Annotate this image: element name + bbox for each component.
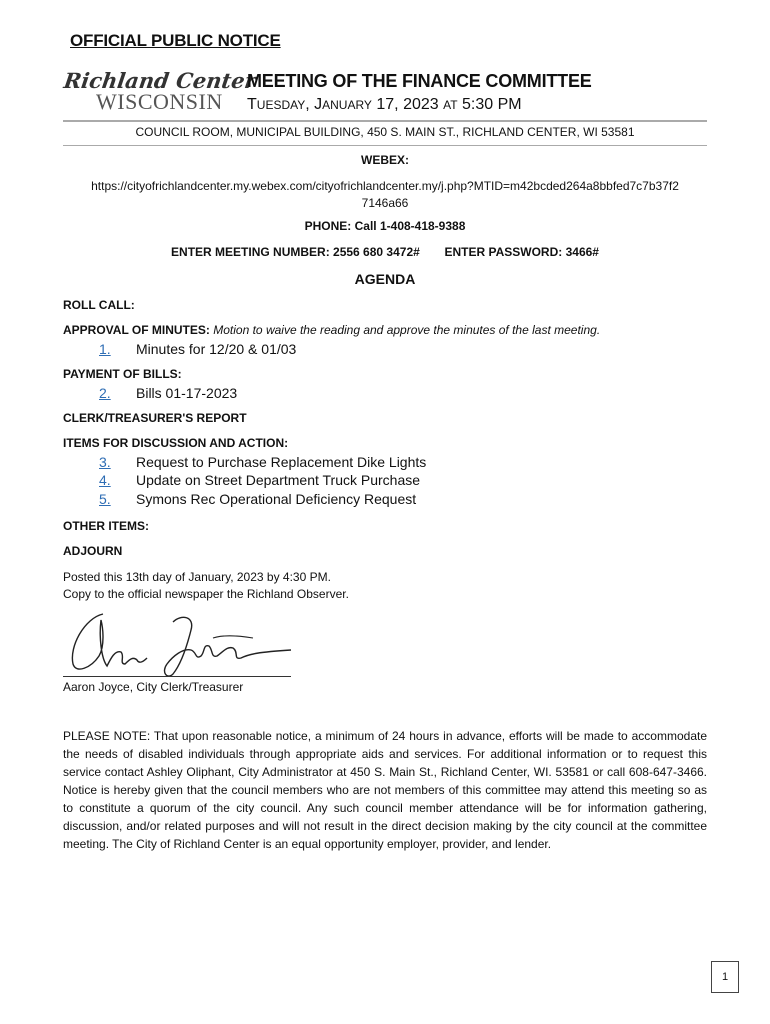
discussion-action-heading: ITEMS FOR DISCUSSION AND ACTION:	[63, 436, 289, 450]
agenda-item-5-link[interactable]: 5.	[99, 491, 111, 507]
logo-script-text: Richland Center	[62, 68, 258, 93]
divider-bottom	[63, 145, 707, 146]
agenda-item-4-text: Update on Street Department Truck Purchase	[136, 472, 421, 488]
meeting-credentials	[63, 245, 707, 259]
agenda-item-3-link[interactable]: 3.	[99, 454, 111, 470]
approval-motion: Motion to waive the reading and approve the minutes of the last meeting.	[213, 323, 601, 337]
posted-date: Posted this 13th day of January, 2023 by 4:30 PM.	[63, 570, 331, 584]
agenda-item-1-text: Minutes for 12/20 & 01/03	[136, 341, 297, 357]
accessibility-notice: PLEASE NOTE: That upon reasonable notice, a minimum of 24 hours in advance, efforts will be made to accommodate the needs of disabled individuals through appropriate aids and services. For additional information or to request this service contact Ashley Oliphant, City Administrator at 450 S. Main St., Richland Center, WI. 53581 or call 608-647-3466. Notice is hereby given that the council members who are not members of this committee may attend this meeting so as to constitute a quorum of the city council. Any such council member attendance will be for information gathering, discussion, and/or related purposes and will not result in the direct decision making by the city council at the committee meeting. The City of Richland Center is an equal opportunity employer, provider, and lender.	[63, 729, 707, 851]
meeting-title: MEETING OF THE FINANCE COMMITTEE	[247, 71, 592, 91]
webex-url-line1[interactable]: https://cityofrichlandcenter.my.webex.com/cityofrichlandcenter.my/j.php?MTID=m42bcded264a8bbfed7c7b37f2	[91, 179, 679, 193]
approval-of-minutes	[63, 323, 600, 337]
phone-number: PHONE: Call 1-408-418-9388	[304, 219, 466, 233]
agenda-item-2-link[interactable]: 2.	[99, 385, 111, 401]
logo-state-text: WISCONSIN	[96, 89, 223, 114]
approval-label: APPROVAL OF MINUTES:	[63, 323, 210, 337]
signature-line	[63, 676, 291, 677]
agenda-item-4-link[interactable]: 4.	[99, 472, 111, 488]
clerk-treasurer-report: CLERK/TREASURER'S REPORT	[63, 411, 247, 425]
payment-of-bills: PAYMENT OF BILLS:	[63, 367, 182, 381]
newspaper-copy: Copy to the official newspaper the Richland Observer.	[63, 587, 349, 601]
agenda-item-1-link[interactable]: 1.	[99, 341, 111, 357]
page-number: 1	[711, 961, 739, 993]
other-items: OTHER ITEMS:	[63, 519, 149, 533]
meeting-number: ENTER MEETING NUMBER: 2556 680 3472#	[171, 245, 420, 259]
adjourn: ADJOURN	[63, 544, 123, 558]
meeting-password: ENTER PASSWORD: 3466#	[444, 245, 599, 259]
meeting-date-time: TUESDAY, JANUARY 17, 2023 AT 5:30 PM	[247, 96, 522, 113]
agenda-item-3-text: Request to Purchase Replacement Dike Lights	[136, 454, 427, 470]
agenda-item-2-text: Bills 01-17-2023	[136, 385, 238, 401]
official-notice-heading: OFFICIAL PUBLIC NOTICE	[70, 31, 281, 50]
clerk-signature	[63, 608, 303, 680]
webex-label: WEBEX:	[361, 153, 409, 167]
divider-top	[63, 120, 707, 122]
agenda-item-5-text: Symons Rec Operational Deficiency Request	[136, 491, 417, 507]
agenda-heading: AGENDA	[354, 271, 416, 287]
webex-url[interactable]	[63, 178, 707, 212]
roll-call: ROLL CALL:	[63, 298, 135, 312]
signer-name: Aaron Joyce, City Clerk/Treasurer	[63, 680, 244, 694]
webex-url-line2[interactable]: 7146a66	[361, 196, 409, 210]
meeting-location: COUNCIL ROOM, MUNICIPAL BUILDING, 450 S. MAIN ST., RICHLAND CENTER, WI 53581	[135, 125, 635, 139]
posting-statement	[63, 569, 349, 603]
